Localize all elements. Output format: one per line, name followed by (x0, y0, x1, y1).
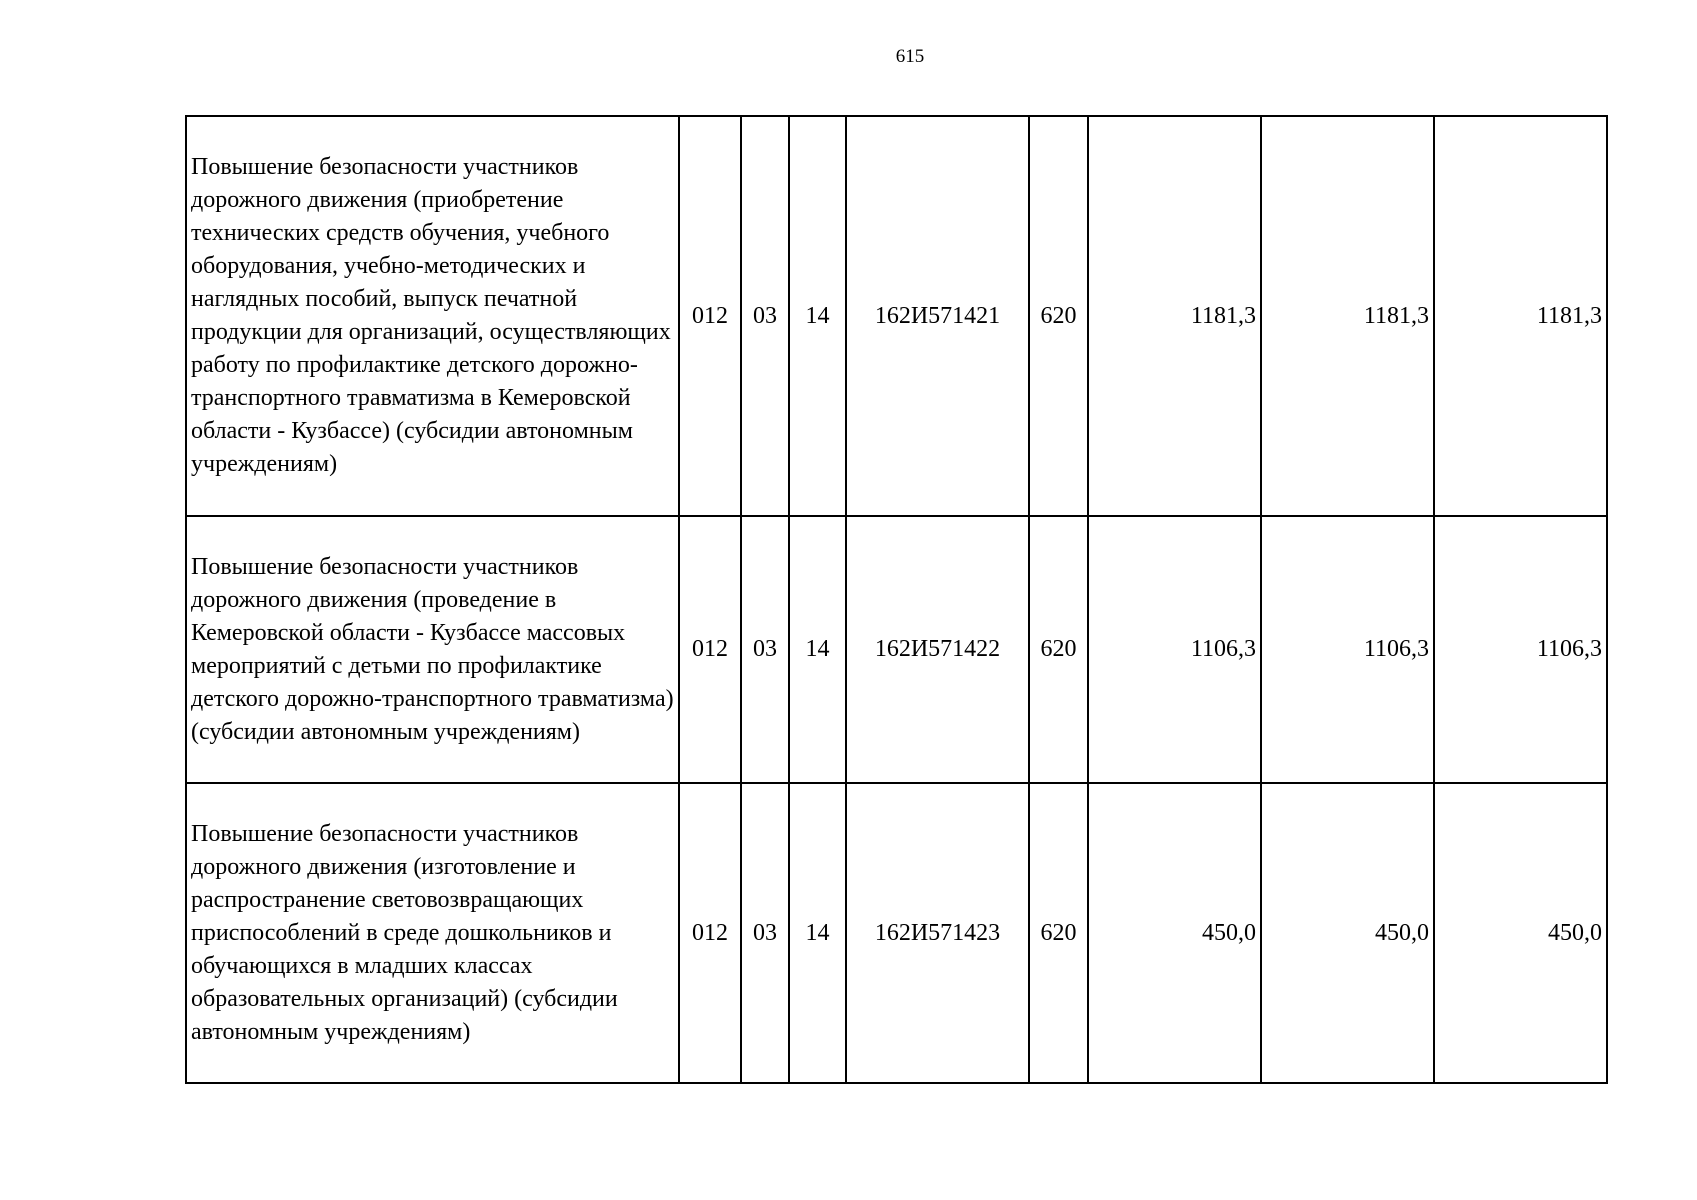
ministry-code: 012 (679, 516, 741, 783)
ministry-code: 012 (679, 783, 741, 1083)
amount-year-3: 1181,3 (1434, 116, 1607, 516)
section-code: 03 (741, 116, 789, 516)
amount-year-1: 450,0 (1088, 783, 1261, 1083)
budget-table (185, 115, 1608, 1084)
expense-type-code: 620 (1029, 783, 1088, 1083)
amount-year-2: 450,0 (1261, 783, 1434, 1083)
page-number: 615 (895, 46, 925, 67)
row-description: Повышение безопасности участников дорожного движения (проведение в Кемеровской области - Кузбассе массовых мероприятий с детьми по профилактике детского дорожно-транспортного травматизма) (субсидии автономным учреждениям) (186, 516, 679, 783)
amount-year-1: 1181,3 (1088, 116, 1261, 516)
section-code: 03 (741, 783, 789, 1083)
ministry-code: 012 (679, 116, 741, 516)
subsection-code: 14 (789, 516, 846, 783)
expense-type-code: 620 (1029, 516, 1088, 783)
row-description: Повышение безопасности участников дорожного движения (приобретение технических средств обучения, учебного оборудования, учебно-методических и наглядных пособий, выпуск печатной продукции для организаций, осуществляющих работу по профилактике детского дорожно-транспортного травматизма в Кемеровской области - Кузбассе) (субсидии автономным учреждениям) (186, 116, 679, 516)
amount-year-3: 450,0 (1434, 783, 1607, 1083)
target-article-code: 162И571423 (846, 783, 1029, 1083)
table-row (186, 783, 1607, 1083)
row-description: Повышение безопасности участников дорожного движения (изготовление и распространение световозвращающих приспособлений в среде дошкольников и обучающихся в младших классах образовательных организаций) (субсидии автономным учреждениям) (186, 783, 679, 1083)
table-row (186, 116, 1607, 516)
subsection-code: 14 (789, 783, 846, 1083)
amount-year-1: 1106,3 (1088, 516, 1261, 783)
target-article-code: 162И571421 (846, 116, 1029, 516)
subsection-code: 14 (789, 116, 846, 516)
section-code: 03 (741, 516, 789, 783)
amount-year-2: 1181,3 (1261, 116, 1434, 516)
amount-year-3: 1106,3 (1434, 516, 1607, 783)
table-row (186, 516, 1607, 783)
amount-year-2: 1106,3 (1261, 516, 1434, 783)
target-article-code: 162И571422 (846, 516, 1029, 783)
expense-type-code: 620 (1029, 116, 1088, 516)
